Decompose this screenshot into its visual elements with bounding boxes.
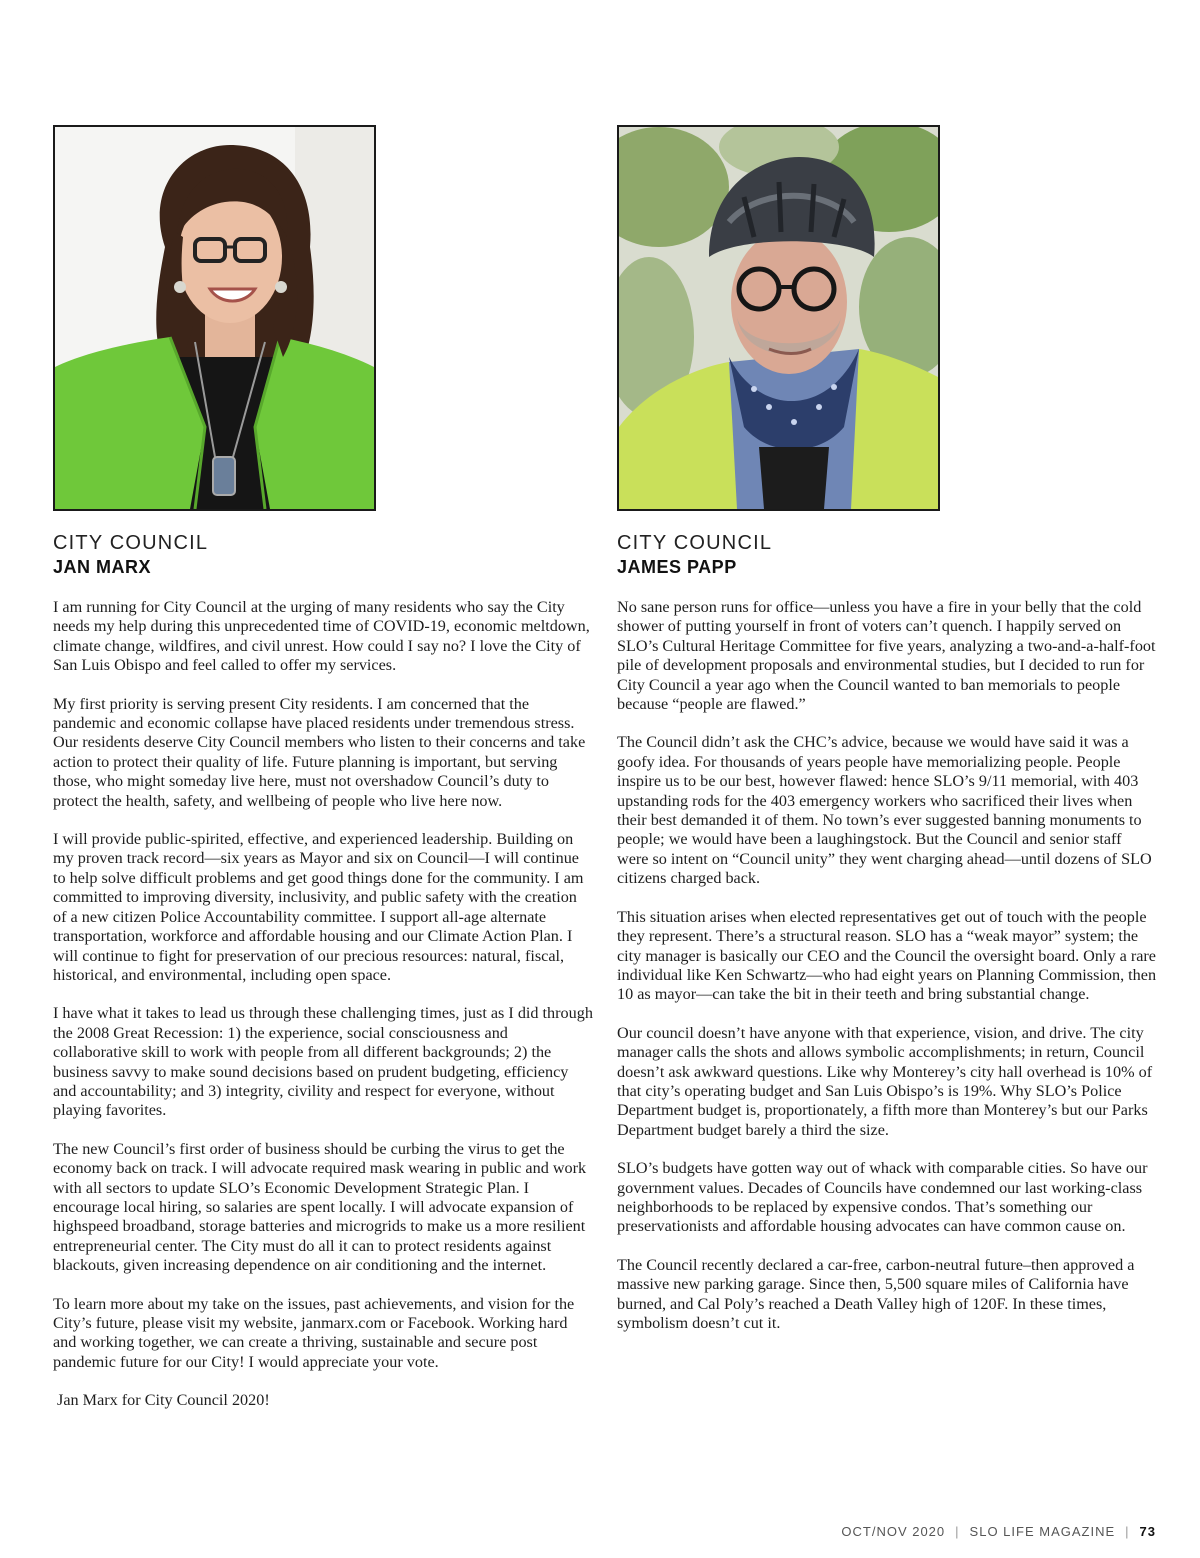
paragraph: I have what it takes to lead us through these challenging times, just as I did through the 2008 Great Recession: 1) the experience, social consciousness and collaborative skill to work with people from all different backgrounds; 2) the business savvy to make sound decisions based on prudent budgeting, efficiency and accountability; and 3) integrity, civility and respect for everyone, without playing favorites. bbox=[53, 1004, 593, 1120]
paragraph: Our council doesn’t have anyone with that experience, vision, and drive. The city manager calls the shots and allows symbolic accomplishments; in return, Council doesn’t ask awkward questions. Like why Monterey’s city hall overhead is 10% of that city’s operating budget and San Luis Obispo’s is 19%. Why SLO’s Police Department budget is, proportionately, a fifth more than Monterey’s but our Parks Department budget barely a third the size. bbox=[617, 1023, 1153, 1139]
paragraph: The Council recently declared a car-free, carbon-neutral future–then approved a massive new parking garage. Since then, 5,500 square miles of California have burned, and Cal Poly’s reached a Death Valley high of 120F. In these times, symbolism doesn’t cut it. bbox=[617, 1255, 1135, 1332]
office-title: CITY COUNCIL bbox=[617, 532, 773, 554]
paragraph: The Council didn’t ask the CHC’s advice, because we would have said it was a goofy idea. For thousands of years people have memorializing people. People inspire us to be our best, however flawed: hence SLO’s 9/11 memorial, with 403 upstanding rods for the 403 emergency workers who sacrificed their lives when their best demanded it of them. No town’s ever suggested banning monuments to people; we would have been a laughingstock. But the Council and senior staff were so intent on “Council unity” they went charging ahead—until dozens of SLO citizens charged back. bbox=[617, 733, 1152, 888]
magazine-name: SLO LIFE MAGAZINE bbox=[969, 1524, 1116, 1539]
james-papp-portrait-image bbox=[619, 127, 938, 509]
jan-marx-heading bbox=[53, 531, 208, 579]
jan-marx-portrait bbox=[53, 125, 376, 511]
office-title: CITY COUNCIL bbox=[53, 532, 209, 554]
page-number: 73 bbox=[1139, 1524, 1156, 1539]
jan-marx-portrait-image bbox=[55, 127, 374, 509]
paragraph: I am running for City Council at the urging of many residents who say the City needs my help during this unprecedented time of COVID-19, economic meltdown, climate change, wildfires, and civil unrest. How could I say no? I love the City of San Luis Obispo and feel called to offer my services. bbox=[53, 598, 590, 675]
paragraph: This situation arises when elected representatives get out of touch with the people they represent. There’s a structural reason. SLO has a “weak mayor” system; the city manager is basically our CEO and the Council the oversight board. Only a rare individual like Ken Schwartz—who had eight years on Planning Commission, then 10 as mayor—can take the bit in their teeth and bring substantial change. bbox=[617, 907, 1157, 1004]
paragraph: The new Council’s first order of business should be curbing the virus to get the economy back on track. I will advocate required mask wearing in public and work with all sectors to update SLO’s Economic Development Strategic Plan. I encourage local hiring, so salaries are spent locally. I will advocate expansion of highspeed broadband, storage batteries and microgrids to make us a more resilient entrepreneurial center. The City must do all it can to protect residents against blackouts, given increasing dependence on air conditioning and the internet. bbox=[53, 1139, 587, 1275]
candidate-name: JAN MARX bbox=[53, 557, 152, 577]
candidate-name: JAMES PAPP bbox=[617, 557, 737, 577]
paragraph: No sane person runs for office—unless you have a fire in your belly that the cold shower of putting yourself in front of voters can’t quench. I happily served on SLO’s Cultural Heritage Committee for five years, analyzing a two-and-a-half-foot pile of development proposals and environmental studies, but I decided to run for City Council a year ago when the Council wanted to ban memorials to people because “people are flawed.” bbox=[617, 598, 1156, 714]
issue-date: OCT/NOV 2020 bbox=[841, 1524, 946, 1539]
page-footer bbox=[841, 1524, 1156, 1539]
footer-separator: | bbox=[955, 1524, 960, 1539]
james-papp-heading bbox=[617, 531, 772, 579]
paragraph: SLO’s budgets have gotten way out of whack with comparable cities. So have our government values. Decades of Councils have condemned our last working-class neighborhoods to be replaced by expensive condos. That’s something our preservationists and affordable housing advocates can have common cause on. bbox=[617, 1159, 1148, 1236]
jan-marx-statement bbox=[53, 598, 593, 1430]
footer-separator: | bbox=[1125, 1524, 1130, 1539]
paragraph: To learn more about my take on the issues, past achievements, and vision for the City’s future, please visit my website, janmarx.com or Facebook. Working hard and working together, we can create a thriving, sustainable and secure post pandemic future for our City! I would appreciate your vote. bbox=[53, 1294, 575, 1371]
paragraph: My first priority is serving present City residents. I am concerned that the pandemic and economic collapse have placed residents under tremendous stress. Our residents deserve City Council members who listen to their concerns and take action to protect their quality of life. Future planning is important, but serving those, who might someday live here, must not overshadow Council’s duty to protect the health, safety, and wellbeing of people who live here now. bbox=[53, 694, 586, 810]
james-papp-portrait bbox=[617, 125, 940, 511]
paragraph: I will provide public-spirited, effective, and experienced leadership. Building on my proven track record—six years as Mayor and six on Council—I will continue to help solve difficult problems and get good things done for the community. I am committed to improving diversity, inclusivity, and public safety with the creation of a new citizen Police Accountability committee. I support all-age alternate transportation, workforce and affordable housing and our Climate Action Plan. I will continue to fight for preservation of our precious resources: natural, fiscal, historical, and environmental, including open space. bbox=[53, 830, 584, 984]
sign-off: Jan Marx for City Council 2020! bbox=[53, 1391, 270, 1410]
james-papp-statement bbox=[617, 598, 1157, 1352]
